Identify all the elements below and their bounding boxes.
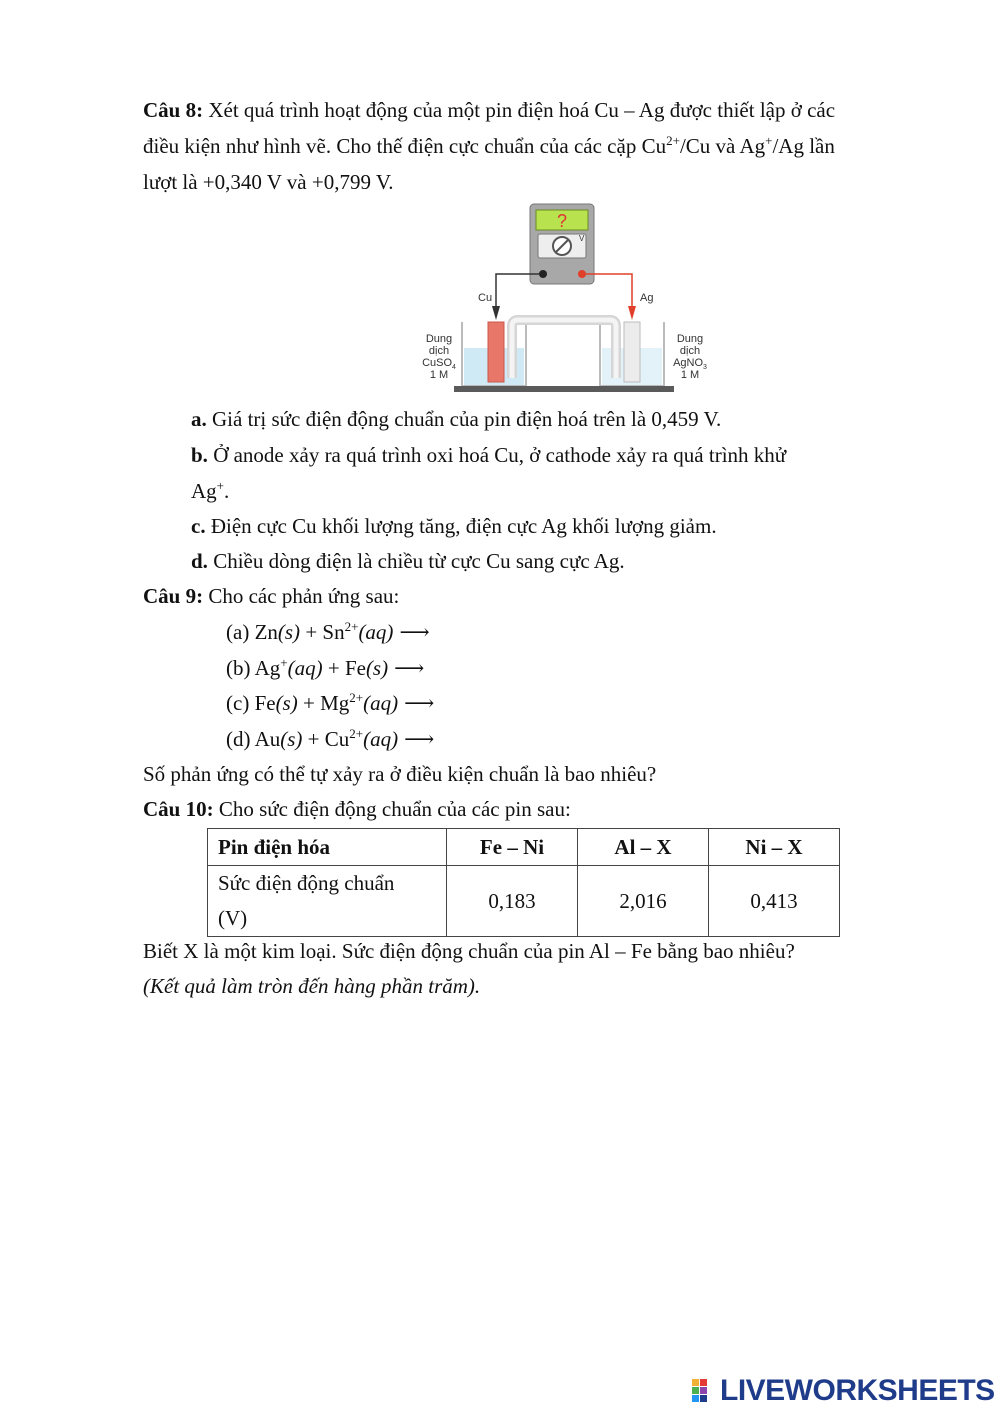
q8-text-2a: điều kiện như hình vẽ. Cho thế điện cực chuẩn của các cặp Cu xyxy=(143,134,667,158)
reactant-1: Fe xyxy=(254,691,276,715)
ag-electrode-label: Ag xyxy=(640,292,654,304)
positive-terminal xyxy=(578,270,586,278)
emf-table xyxy=(207,828,840,937)
q8-line-3 xyxy=(143,169,394,195)
q9-line xyxy=(143,583,399,609)
cu-electrode xyxy=(488,322,504,382)
reactant-2: Sn xyxy=(322,620,345,644)
right-sol-4: 1 M xyxy=(680,369,700,381)
reaction-tag: (c) xyxy=(226,691,255,715)
q8-option-c xyxy=(191,513,717,539)
option-b-text: Ở anode xảy ra quá trình oxi hoá Cu, ở cathode xảy ra quá trình khử xyxy=(207,443,787,467)
meter-reading: ? xyxy=(556,211,568,231)
left-sol-2: dịch xyxy=(428,345,450,357)
q8-text-1: Xét quá trình hoạt động của một pin điện hoá Cu – Ag được thiết lập ở các xyxy=(203,98,836,122)
q8-option-d xyxy=(191,548,625,574)
state-1: (aq) xyxy=(287,656,323,680)
base-plate xyxy=(454,386,674,392)
plus-sign: + xyxy=(302,727,325,751)
left-sol-3-sub: 4 xyxy=(452,364,456,371)
row-label-1: Sức điện động chuẩn xyxy=(218,871,395,895)
option-b-sup: + xyxy=(216,478,225,493)
reactant-2: Fe xyxy=(344,656,366,680)
right-sol-2: dịch xyxy=(679,345,701,357)
row-label-2: (V) xyxy=(218,906,248,930)
row-label-cell xyxy=(208,866,447,937)
option-c-text: Điện cực Cu khối lượng tăng, điện cực Ag khối lượng giảm. xyxy=(205,514,717,538)
reactant-2: Mg xyxy=(320,691,350,715)
q8-text-2c: /Ag lần xyxy=(772,134,835,158)
q9-label: Câu 9: xyxy=(143,584,204,608)
q8-line-1 xyxy=(143,97,835,123)
q10-intro: Cho sức điện động chuẩn của các pin sau: xyxy=(213,797,571,821)
q10-note-text: (Kết quả làm tròn đến hàng phần trăm). xyxy=(143,974,481,998)
header-cell: Ni – X xyxy=(709,829,840,866)
q8-option-b-cont xyxy=(191,478,229,504)
q10-question xyxy=(143,938,795,964)
option-b-end: . xyxy=(224,479,230,503)
reaction-arrow-icon: ⟶ xyxy=(404,727,435,751)
q10-question-text: Biết X là một kim loại. Sức điện động chuẩn của pin Al – Fe bằng bao nhiêu? xyxy=(143,939,795,963)
ion-charge: 2+ xyxy=(349,690,364,705)
left-sol-1: Dung xyxy=(425,333,453,345)
ion-charge: 2+ xyxy=(349,726,364,741)
state-1: (s) xyxy=(277,620,301,644)
option-c-label: c. xyxy=(191,514,206,538)
liveworksheets-logo-icon xyxy=(692,1377,716,1405)
right-sol-1: Dung xyxy=(676,333,704,345)
plus-sign: + xyxy=(300,620,323,644)
reaction-tag: (a) xyxy=(226,620,255,644)
ag-electrode xyxy=(624,322,640,382)
left-sol-3-main: CuSO xyxy=(422,357,453,369)
brand-name: LIVEWORKSHEETS xyxy=(720,1374,995,1407)
state-2: (aq) xyxy=(363,727,399,751)
left-sol-4: 1 M xyxy=(429,369,449,381)
reactant-1: Ag xyxy=(254,656,281,680)
q8-option-b xyxy=(191,442,786,468)
reaction-c xyxy=(226,690,434,716)
value-cell: 0,413 xyxy=(709,866,840,937)
q10-line xyxy=(143,796,571,822)
plus-sign: + xyxy=(322,656,345,680)
q10-label: Câu 10: xyxy=(143,797,214,821)
q9-intro: Cho các phản ứng sau: xyxy=(203,584,400,608)
reaction-arrow-icon: ⟶ xyxy=(404,691,435,715)
reactant-1: Zn xyxy=(254,620,278,644)
state-2: (aq) xyxy=(358,620,394,644)
reaction-arrow-icon: ⟶ xyxy=(394,656,425,680)
q8-line-2 xyxy=(143,133,835,159)
reaction-tag: (d) xyxy=(226,727,255,751)
meter-unit: V xyxy=(579,234,585,243)
reactant-1: Au xyxy=(254,727,281,751)
header-cell: Fe – Ni xyxy=(447,829,578,866)
ag-charge: + xyxy=(765,133,773,148)
value-cell: 0,183 xyxy=(447,866,578,937)
plus-sign: + xyxy=(297,691,321,715)
q8-text-3: lượt là +0,340 V và +0,799 V. xyxy=(143,170,394,194)
q8-text-2b: /Cu và Ag xyxy=(679,134,766,158)
header-cell: Al – X xyxy=(578,829,709,866)
reactant-2: Cu xyxy=(324,727,350,751)
option-a-text: Giá trị sức điện động chuẩn của pin điện hoá trên là 0,459 V. xyxy=(206,407,722,431)
reaction-d xyxy=(226,726,434,752)
ion-charge: 2+ xyxy=(344,619,359,634)
q9-question xyxy=(143,761,656,787)
ion-charge: + xyxy=(280,655,288,670)
cu-electrode-label: Cu xyxy=(478,292,493,304)
reaction-arrow-icon: ⟶ xyxy=(399,620,430,644)
q8-option-a xyxy=(191,406,721,432)
header-cell: Pin điện hóa xyxy=(208,829,447,866)
liveworksheets-logo xyxy=(692,1374,995,1408)
reaction-b xyxy=(226,655,424,681)
cu-charge: 2+ xyxy=(666,133,680,148)
value-cell: 2,016 xyxy=(578,866,709,937)
table-row xyxy=(208,866,840,937)
table-header-row xyxy=(208,829,840,866)
right-sol-3-main: AgNO xyxy=(673,357,704,369)
black-wire-arrow xyxy=(492,306,500,320)
option-d-text: Chiều dòng điện là chiều từ cực Cu sang cực Ag. xyxy=(207,549,625,573)
option-d-label: d. xyxy=(191,549,208,573)
q8-label: Câu 8: xyxy=(143,98,204,122)
reaction-a xyxy=(226,619,430,645)
q10-note xyxy=(143,973,480,999)
option-b-label: b. xyxy=(191,443,208,467)
negative-terminal xyxy=(539,270,547,278)
state-1: (s) xyxy=(280,727,303,751)
reaction-tag: (b) xyxy=(226,656,255,680)
state-2: (s) xyxy=(365,656,389,680)
red-wire-arrow xyxy=(628,306,636,320)
option-a-label: a. xyxy=(191,407,207,431)
state-2: (aq) xyxy=(363,691,399,715)
galvanic-cell-figure xyxy=(414,200,714,396)
q9-question-text: Số phản ứng có thể tự xảy ra ở điều kiện chuẩn là bao nhiêu? xyxy=(143,762,657,786)
state-1: (s) xyxy=(275,691,298,715)
right-sol-3-sub: 3 xyxy=(703,364,707,371)
option-b-text-2: Ag xyxy=(191,479,217,503)
